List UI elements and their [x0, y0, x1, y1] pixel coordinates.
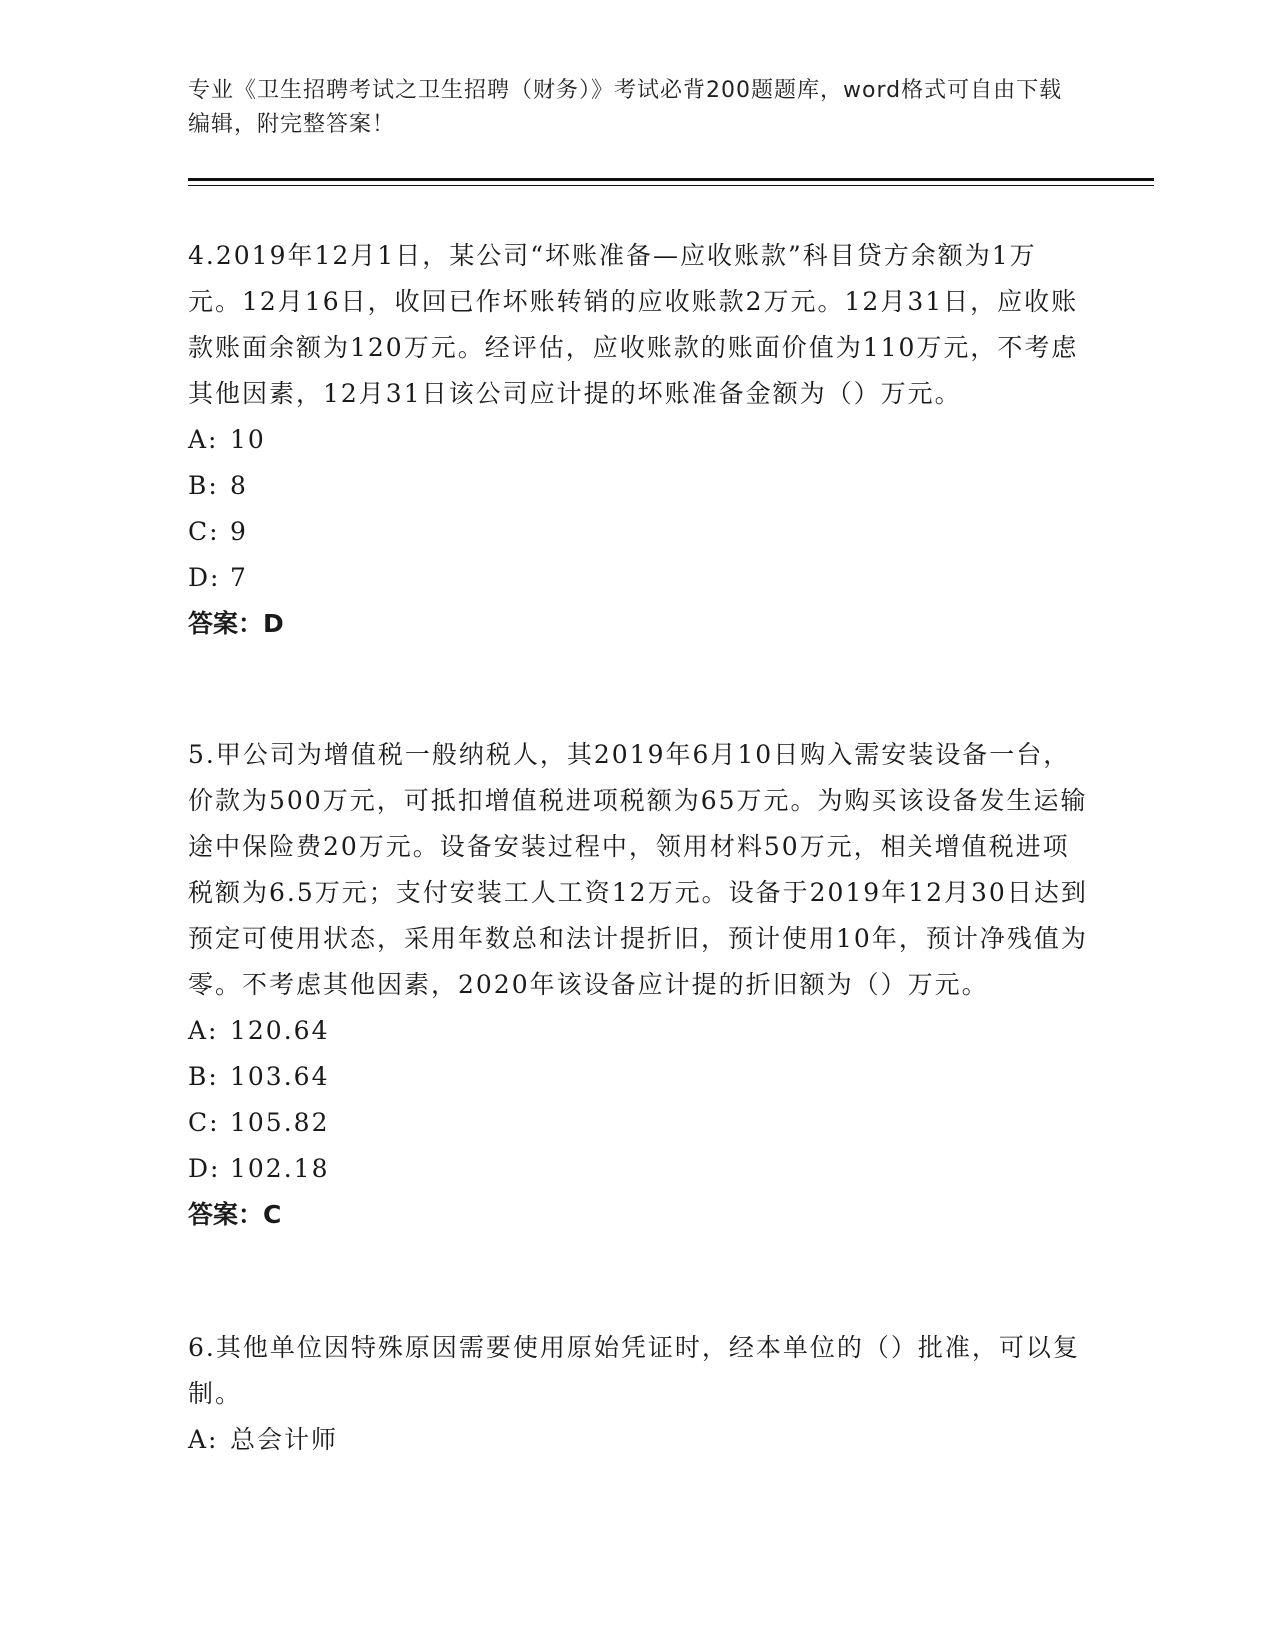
document-header: 专业《卫生招聘考试之卫生招聘（财务）》考试必背200题题库，word格式可自由下载编辑，附完整答案！ [188, 78, 1063, 137]
question-stem: 5.甲公司为增值税一般纳税人，其2019年6月10日购入需安装设备一台，价款为500万元，可抵扣增值税进项税额为65万元。为购买该设备发生运输途中保险费20万元。设备安装过程中，领用材料50万元，相关增值税进项税额为6.5万元；支付安装工人工资12万元。设备于2019年12月30日达到预定可使用状态，采用年数总和法计提折旧，预计使用10年，预计净残值为零。不考虑其他因素，2020年该设备应计提的折旧额为（）万元。 [188, 740, 1088, 999]
option-key: C: [188, 517, 220, 546]
option-text: 103.64 [230, 1062, 330, 1091]
option-text: 105.82 [230, 1108, 330, 1137]
header-divider-thin [188, 185, 1154, 186]
option-key: D: [188, 563, 221, 592]
header-divider-thick [188, 178, 1154, 181]
answer-label: 答案：C [188, 1200, 282, 1229]
option-a [188, 1417, 1088, 1463]
option-key: B: [188, 1062, 219, 1091]
option-b [188, 1054, 1088, 1100]
option-a [188, 1008, 1088, 1054]
question-stem: 4.2019年12月1日，某公司“坏账准备—应收账款”科目贷方余额为1万元。12月16日，收回已作坏账转销的应收账款2万元。12月31日，应收账款账面余额为120万元。经评估，应收账款的账面价值为110万元，不考虑其他因素，12月31日该公司应计提的坏账准备金额为（）万元。 [188, 241, 1079, 408]
option-key: A: [188, 1016, 219, 1045]
option-text: 102.18 [230, 1154, 330, 1183]
question-4 [188, 233, 1088, 647]
option-text: 7 [230, 563, 248, 592]
option-b [188, 463, 1088, 509]
option-text: 总会计师 [230, 1425, 339, 1454]
answer-label: 答案：D [188, 609, 284, 638]
option-d [188, 555, 1088, 601]
option-text: 9 [230, 517, 248, 546]
option-key: A: [188, 425, 219, 454]
question-5 [188, 732, 1088, 1238]
option-key: B: [188, 471, 219, 500]
option-text: 10 [230, 425, 266, 454]
option-text: 8 [230, 471, 248, 500]
option-d [188, 1146, 1088, 1192]
option-a [188, 417, 1088, 463]
question-6 [188, 1325, 1088, 1463]
option-key: A: [188, 1425, 219, 1454]
option-text: 120.64 [230, 1016, 330, 1045]
option-c [188, 1100, 1088, 1146]
option-key: C: [188, 1108, 220, 1137]
question-stem: 6.其他单位因特殊原因需要使用原始凭证时，经本单位的（）批准，可以复制。 [188, 1333, 1080, 1408]
option-key: D: [188, 1154, 221, 1183]
option-c [188, 509, 1088, 555]
